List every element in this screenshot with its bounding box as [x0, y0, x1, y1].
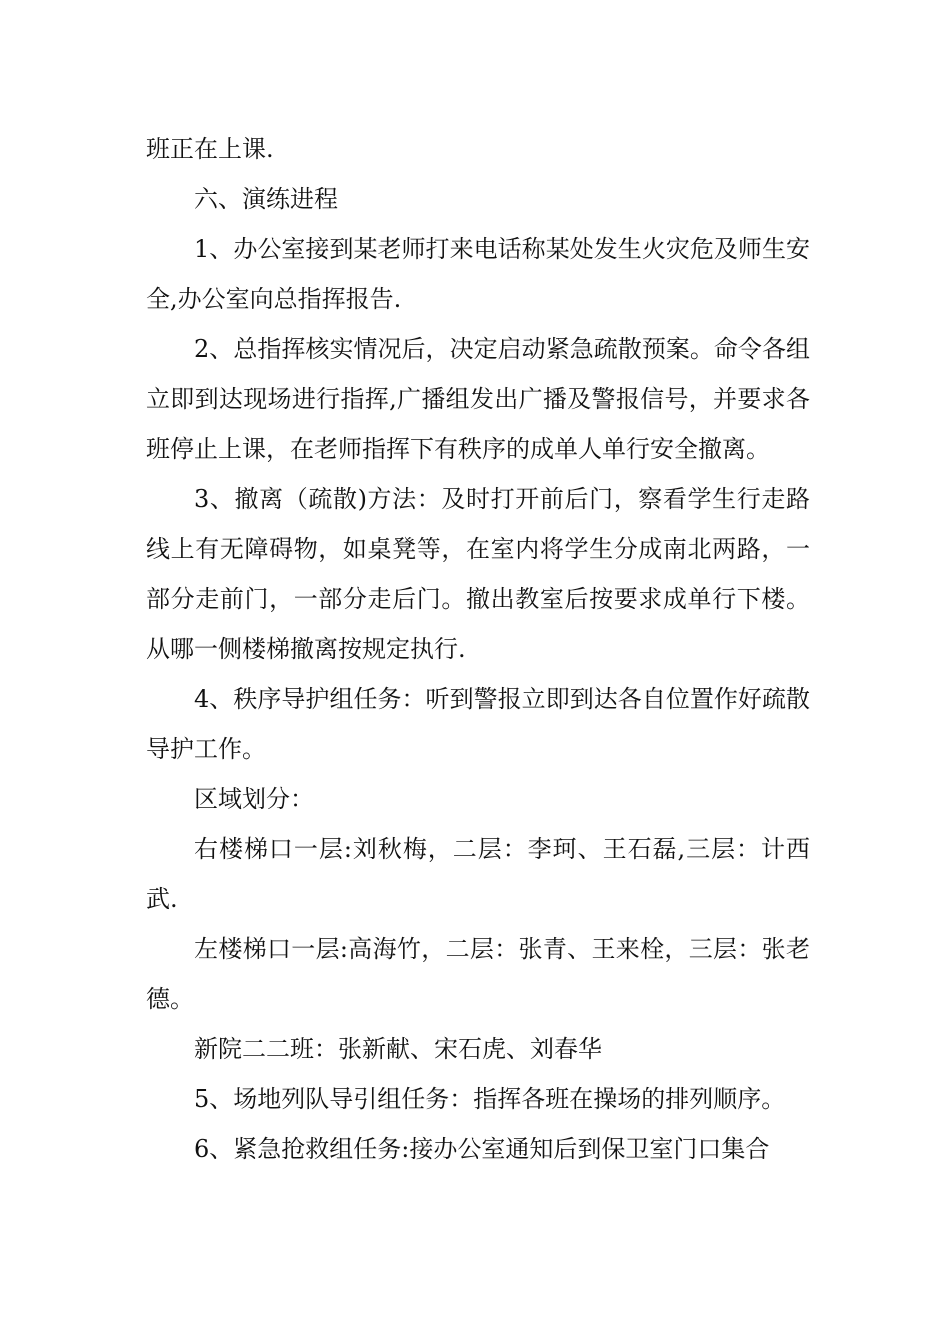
paragraph-new-campus: 新院二二班：张新献、宋石虎、刘春华 [194, 1035, 602, 1063]
paragraph-continuation: 班正在上课. [146, 135, 274, 163]
paragraph-step-1: 1、办公室接到某老师打来电话称某处发生火灾危及师生安全,办公室向总指挥报告. [146, 235, 810, 313]
paragraph-step-3: 3、撤离（疏散)方法：及时打开前后门，察看学生行走路线上有无障碍物，如桌凳等，在室内将学生分成南北两路，一部分走前门，一部分走后门。撤出教室后按要求成单行下楼。从哪一侧楼梯撤离按规定执行. [146, 485, 810, 663]
paragraph-step-4: 4、秩序导护组任务：听到警报立即到达各自位置作好疏散导护工作。 [146, 685, 810, 763]
paragraph-step-5: 5、场地列队导引组任务：指挥各班在操场的排列顺序。 [194, 1085, 786, 1113]
document-body [146, 124, 810, 1174]
paragraph-left-stairs: 左楼梯口一层:高海竹，二层：张青、王来栓，三层：张老德。 [146, 935, 810, 1013]
paragraph-step-6: 6、紧急抢救组任务:接办公室通知后到保卫室门口集合 [194, 1135, 770, 1163]
paragraph-area-division: 区域划分： [194, 785, 314, 813]
section-heading-drill-process: 六、演练进程 [194, 185, 338, 213]
paragraph-step-2: 2、总指挥核实情况后，决定启动紧急疏散预案。命令各组立即到达现场进行指挥,广播组发出广播及警报信号，并要求各班停止上课，在老师指挥下有秩序的成单人单行安全撤离。 [146, 335, 810, 463]
paragraph-right-stairs: 右楼梯口一层:刘秋梅，二层：李珂、王石磊,三层：计西武. [146, 835, 810, 913]
